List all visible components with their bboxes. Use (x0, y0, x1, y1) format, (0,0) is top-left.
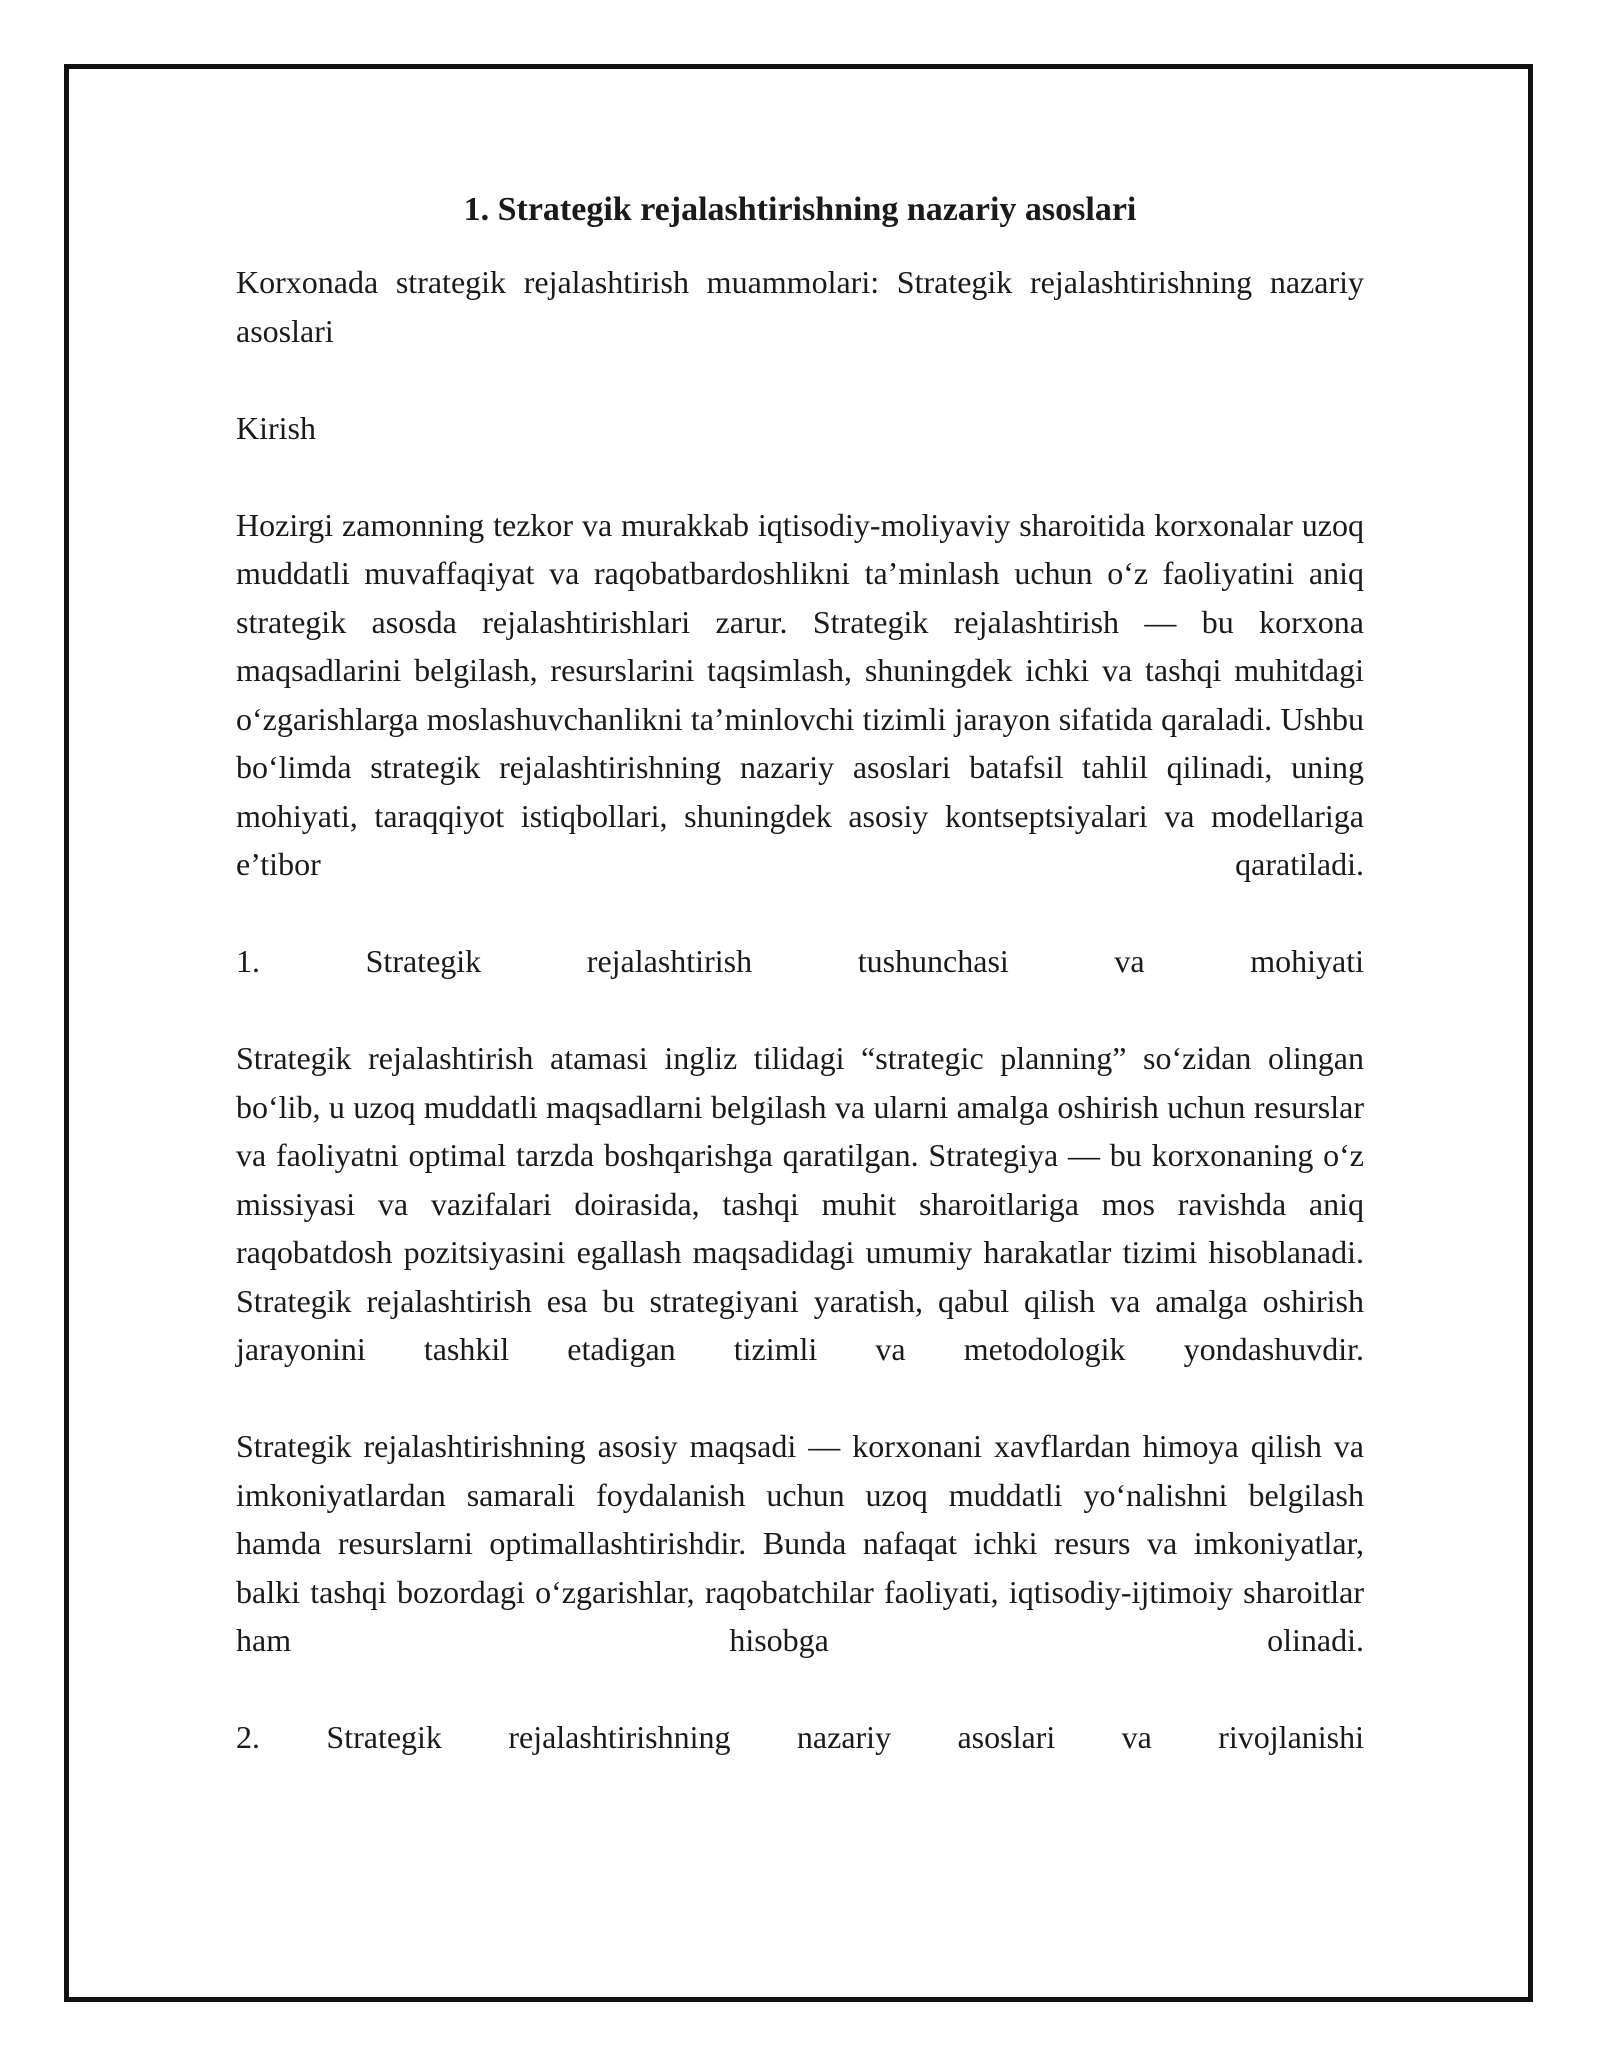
subsection-heading-1: 1. Strategik rejalashtirish tushunchasi va mohiyati (236, 943, 1364, 979)
kirish-heading: Kirish (236, 409, 316, 446)
subsection-heading-2: 2. Strategik rejalashtirishning nazariy asoslari va rivojlanishi (236, 1719, 1364, 1755)
intro-paragraph: Hozirgi zamonning tezkor va murakkab iqtisodiy-moliyaviy sharoitida korxonalar uzoq muddatli muvaffaqiyat va raqobatbardoshlikni ta’minlash uchun o‘z faoliyatini aniq strategik asosda rejalashtirishlari zarur. Strategik rejalashtirish — bu korxona maqsadlarini belgilash, resurslarini taqsimlash, shuningdek ichki va tashqi muhitdagi o‘zgarishlarga moslashuvchanlikni ta’minlovchi tizimli jarayon sifatida qaraladi. Ushbu bo‘limda strategik rejalashtirishning nazariy asoslari batafsil tahlil qilinadi, uning mohiyati, taraqqiyot istiqbollari, shuningdek asosiy kontseptsiyalari va modellariga e’tibor qaratiladi. (236, 506, 1364, 882)
document-body (236, 186, 1364, 1810)
goal-paragraph: Strategik rejalashtirishning asosiy maqsadi — korxonani xavflardan himoya qilish va imkoniyatlardan samarali foydalanish uchun uzoq muddatli yo‘nalishni belgilash hamda resurslarni optimallashtirishdir. Bunda nafaqat ichki resurs va imkoniyatlar, balki tashqi bozordagi o‘zgarishlar, raqobatchilar faoliyati, iqtisodiy-ijtimoiy sharoitlar ham hisobga olinadi. (236, 1428, 1364, 1658)
definition-paragraph: Strategik rejalashtirish atamasi ingliz tilidagi “strategic planning” so‘zidan olingan bo‘lib, u uzoq muddatli maqsadlarni belgilash va ularni amalga oshirish uchun resurslar va faoliyatni optimal tarzda boshqarishga qaratilgan. Strategiya — bu korxonaning o‘z missiyasi va vazifalari doirasida, tashqi muhit sharoitlariga mos ravishda aniq raqobatdosh pozitsiyasini egallash maqsadidagi umumiy harakatlar tizimi hisoblanadi. Strategik rejalashtirish esa bu strategiyani yaratish, qabul qilish va amalga oshirish jarayonini tashkil etadigan tizimli va metodologik yondashuvdir. (236, 1040, 1364, 1367)
intro-heading-paragraph: Korxonada strategik rejalashtirish muammolari: Strategik rejalashtirishning nazariy asoslari (236, 264, 1364, 349)
section-title: 1. Strategik rejalashtirishning nazariy asoslari (463, 191, 1137, 228)
